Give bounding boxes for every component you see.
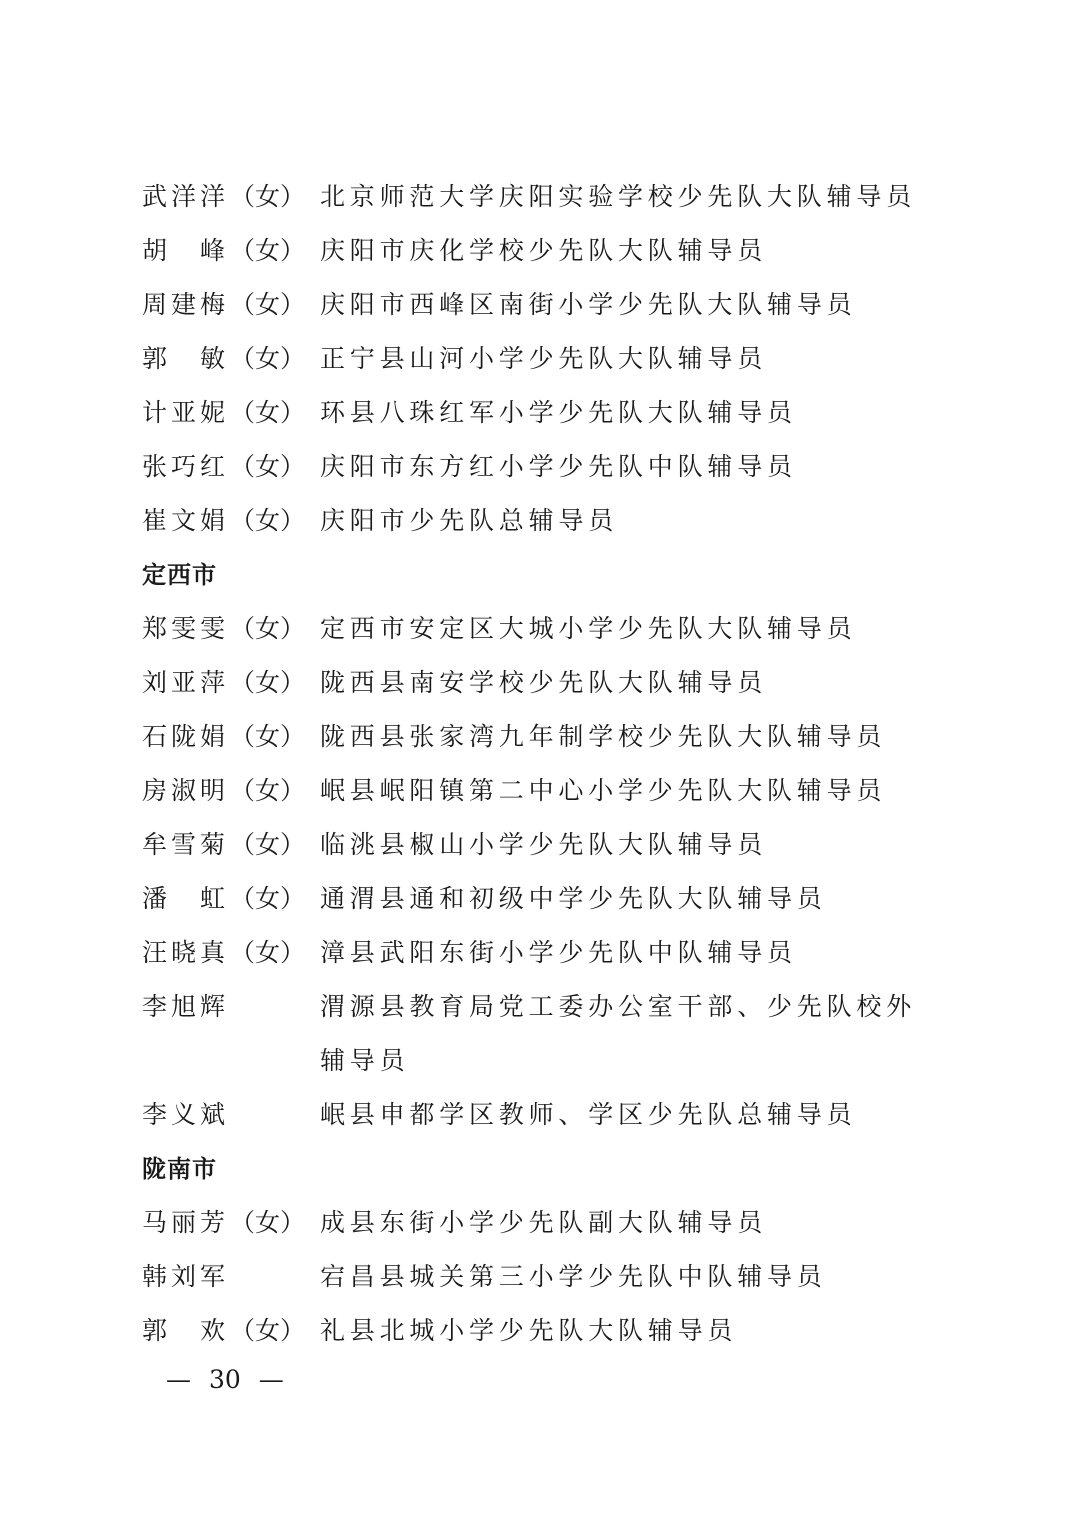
page-footer bbox=[166, 1360, 284, 1400]
gender-note: （女） bbox=[230, 452, 306, 481]
person-name: 李义斌 bbox=[142, 1100, 230, 1129]
list-item bbox=[142, 980, 962, 1088]
list-item bbox=[142, 656, 962, 710]
list-item bbox=[142, 1250, 962, 1304]
role-description: 定西市安定区大城小学少先队大队辅导员 bbox=[320, 614, 857, 643]
role-description: 陇西县南安学校少先队大队辅导员 bbox=[320, 668, 768, 697]
role-description: 通渭县通和初级中学少先队大队辅导员 bbox=[320, 884, 827, 913]
gender-note: （女） bbox=[230, 236, 306, 265]
list-item bbox=[142, 602, 962, 656]
person-name: 李旭辉 bbox=[142, 992, 230, 1021]
person-name: 汪晓真 bbox=[142, 938, 230, 967]
role-description: 庆阳市西峰区南街小学少先队大队辅导员 bbox=[320, 290, 857, 319]
role-description: 北京师范大学庆阳实验学校少先队大队辅导员 bbox=[320, 182, 917, 211]
list-item bbox=[142, 710, 962, 764]
gender-note: （女） bbox=[230, 398, 306, 427]
person-name: 牟雪菊 bbox=[142, 830, 230, 859]
list-item bbox=[142, 1304, 962, 1358]
person-name: 马丽芳 bbox=[142, 1208, 230, 1237]
list-item bbox=[142, 1196, 962, 1250]
gender-note: （女） bbox=[230, 830, 306, 859]
section-heading: 陇南市 bbox=[142, 1155, 217, 1183]
list-item bbox=[142, 386, 962, 440]
gender-note: （女） bbox=[230, 1316, 306, 1345]
role-description: 宕昌县城关第三小学少先队中队辅导员 bbox=[320, 1262, 827, 1291]
list-item bbox=[142, 764, 962, 818]
footer-dash-left: — bbox=[166, 1365, 191, 1394]
list-item bbox=[142, 332, 962, 386]
person-name: 武洋洋 bbox=[142, 182, 230, 211]
gender-note: （女） bbox=[230, 1208, 306, 1237]
footer-dash-right: — bbox=[258, 1365, 284, 1394]
section-heading: 定西市 bbox=[142, 561, 217, 589]
role-description: 庆阳市东方红小学少先队中队辅导员 bbox=[320, 452, 797, 481]
role-description: 成县东街小学少先队副大队辅导员 bbox=[320, 1208, 768, 1237]
role-description: 礼县北城小学少先队大队辅导员 bbox=[320, 1316, 738, 1345]
person-name: 潘 虹 bbox=[142, 884, 230, 913]
gender-note: （女） bbox=[230, 290, 306, 319]
gender-note: （女） bbox=[230, 884, 306, 913]
person-name: 郑雯雯 bbox=[142, 614, 230, 643]
role-description: 环县八珠红军小学少先队大队辅导员 bbox=[320, 398, 797, 427]
role-description: 渭源县教育局党工委办公室干部、少先队校外辅导员 bbox=[320, 992, 917, 1075]
person-name: 刘亚萍 bbox=[142, 668, 230, 697]
gender-note: （女） bbox=[230, 722, 306, 751]
role-description: 岷县申都学区教师、学区少先队总辅导员 bbox=[320, 1100, 857, 1129]
person-name: 计亚妮 bbox=[142, 398, 230, 427]
list-item bbox=[142, 818, 962, 872]
list-item bbox=[142, 926, 962, 980]
person-name: 胡 峰 bbox=[142, 236, 230, 265]
gender-note: （女） bbox=[230, 776, 306, 805]
gender-note: （女） bbox=[230, 614, 306, 643]
honoree-list bbox=[142, 170, 962, 1358]
list-item bbox=[142, 872, 962, 926]
gender-note: （女） bbox=[230, 938, 306, 967]
role-description: 庆阳市庆化学校少先队大队辅导员 bbox=[320, 236, 768, 265]
list-item bbox=[142, 170, 962, 224]
page-number: 30 bbox=[208, 1365, 241, 1394]
list-item bbox=[142, 278, 962, 332]
list-item bbox=[142, 494, 962, 548]
gender-note: （女） bbox=[230, 344, 306, 373]
person-name: 郭 敏 bbox=[142, 344, 230, 373]
person-name: 张巧红 bbox=[142, 452, 230, 481]
list-item bbox=[142, 1088, 962, 1142]
role-description: 陇西县张家湾九年制学校少先队大队辅导员 bbox=[320, 722, 887, 751]
role-description: 正宁县山河小学少先队大队辅导员 bbox=[320, 344, 768, 373]
gender-note: （女） bbox=[230, 182, 306, 211]
person-name: 韩刘军 bbox=[142, 1262, 230, 1291]
role-description: 漳县武阳东街小学少先队中队辅导员 bbox=[320, 938, 797, 967]
person-name: 房淑明 bbox=[142, 776, 230, 805]
role-description: 庆阳市少先队总辅导员 bbox=[320, 506, 619, 535]
gender-note: （女） bbox=[230, 668, 306, 697]
person-name: 周建梅 bbox=[142, 290, 230, 319]
gender-note: （女） bbox=[230, 506, 306, 535]
person-name: 崔文娟 bbox=[142, 506, 230, 535]
role-description: 临洮县椒山小学少先队大队辅导员 bbox=[320, 830, 768, 859]
person-name: 郭 欢 bbox=[142, 1316, 230, 1345]
list-item bbox=[142, 224, 962, 278]
person-name: 石陇娟 bbox=[142, 722, 230, 751]
list-item bbox=[142, 440, 962, 494]
role-description: 岷县岷阳镇第二中心小学少先队大队辅导员 bbox=[320, 776, 887, 805]
